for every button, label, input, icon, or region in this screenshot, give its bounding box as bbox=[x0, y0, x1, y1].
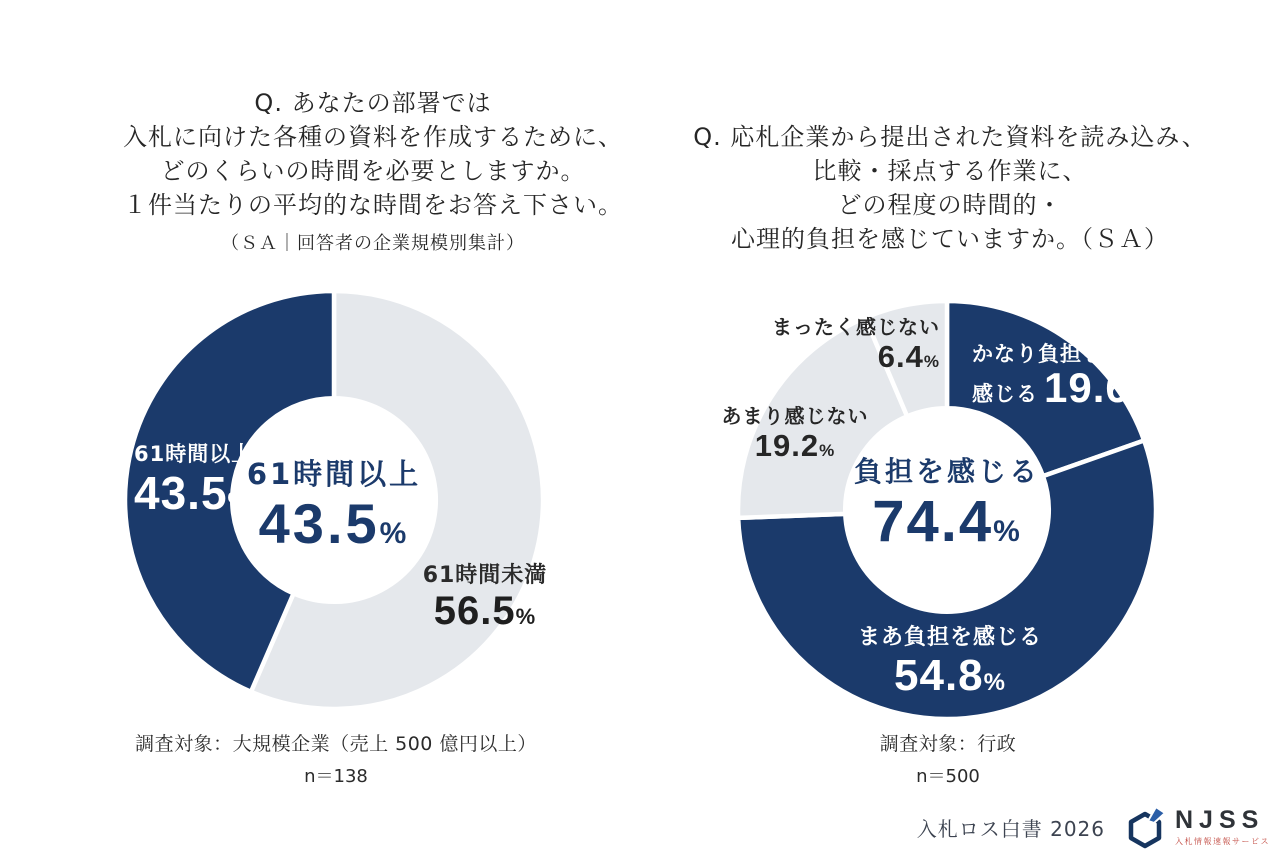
footer bbox=[917, 804, 1270, 850]
njss-logo-text: NJSS bbox=[1175, 805, 1265, 834]
left-slice-label-61-hours-or-more: 61時間以上 43.5% bbox=[134, 442, 254, 519]
right-slice-label-not-at-all: まったく感じない 6.4% bbox=[772, 315, 940, 374]
left-question-subtitle: （ＳＡ｜回答者の企業規模別集計） bbox=[221, 233, 525, 254]
right-question-line-3: どの程度の時間的・ bbox=[837, 191, 1063, 219]
publication-title: 入札ロス白書 2026 bbox=[916, 816, 1105, 841]
left-question-line-1: Q. あなたの部署では bbox=[254, 89, 492, 117]
right-slice-label-heavy-burden: かなり負担を 感じる 19.6% bbox=[972, 342, 1151, 411]
right-sample-size: n＝500 bbox=[916, 766, 980, 787]
right-survey-target: 調査対象：行政 bbox=[879, 733, 1017, 755]
left-survey-target: 調査対象：大規模企業（売上 500 億円以上） bbox=[135, 733, 537, 755]
left-chart-caption bbox=[58, 729, 614, 788]
left-sample-size: n＝138 bbox=[304, 766, 368, 787]
njss-logo bbox=[1123, 804, 1270, 850]
right-question-line-1: Q. 応札企業から提出された資料を読み込み、 bbox=[693, 123, 1207, 151]
right-question-line-4: 心理的負担を感じていますか。（ＳＡ） bbox=[731, 225, 1169, 253]
right-donut-center-label: 負担を感じる 74.4% bbox=[853, 455, 1040, 554]
right-question-line-2: 比較・採点する作業に、 bbox=[812, 157, 1088, 185]
njss-logo-tagline: 入札情報速報サービス bbox=[1175, 836, 1270, 846]
left-question-line-2: 入札に向けた各種の資料を作成するために、 bbox=[123, 123, 623, 151]
left-donut-center-label: 61時間以上 43.5% bbox=[246, 457, 422, 555]
right-slice-label-not-much: あまり感じない 19.2% bbox=[721, 404, 869, 463]
right-chart-caption bbox=[670, 729, 1226, 788]
right-question-title bbox=[650, 120, 1250, 256]
njss-hexagon-icon bbox=[1123, 804, 1167, 850]
left-question-line-4: １件当たりの平均的な時間をお答え下さい。 bbox=[123, 191, 623, 219]
left-question-title bbox=[58, 86, 688, 255]
left-question-line-3: どのくらいの時間を必要としますか。 bbox=[160, 157, 586, 185]
left-slice-label-under-61-hours: 61時間未満 56.5% bbox=[422, 563, 548, 633]
right-slice-label-some-burden: まあ負担を感じる 54.8% bbox=[857, 625, 1042, 700]
